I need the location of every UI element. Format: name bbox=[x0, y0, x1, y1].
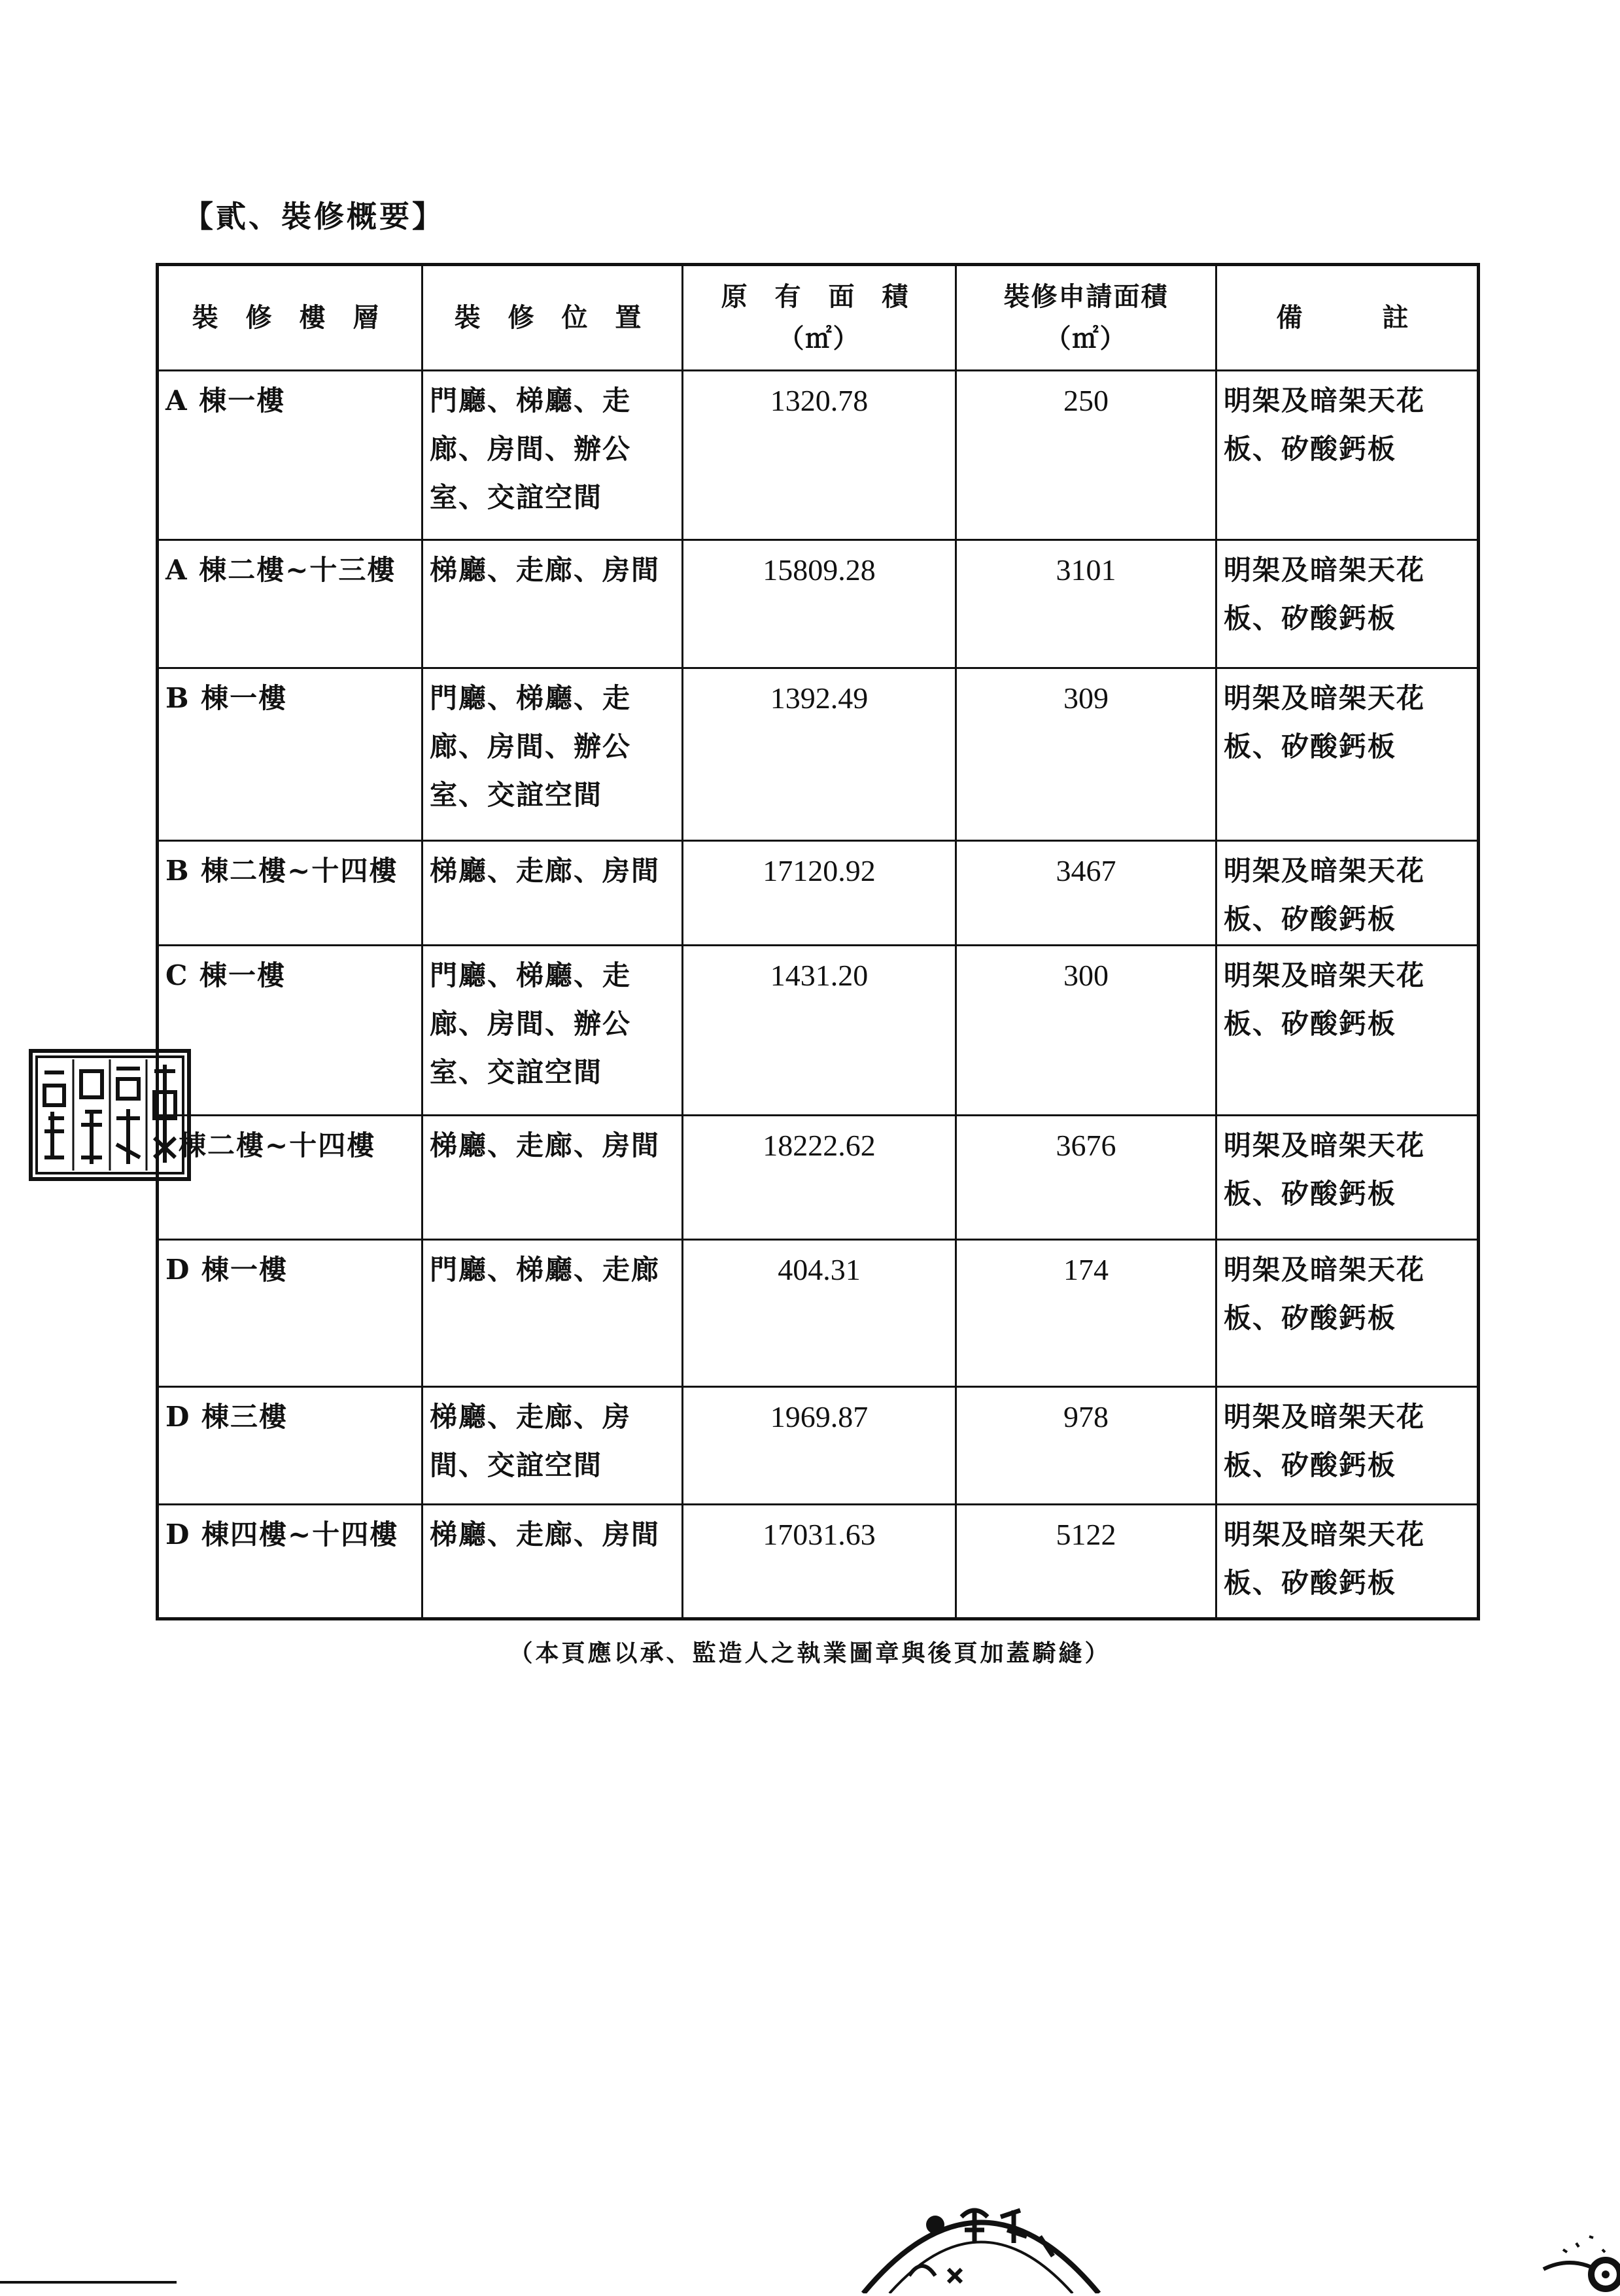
header-original-area: 原 有 面 積 （㎡） bbox=[683, 265, 956, 371]
footnote: （本頁應以承、監造人之執業圖章與後頁加蓋騎縫） bbox=[509, 1639, 1111, 1667]
cell-remarks: 明架及暗架天花板、矽酸鈣板 bbox=[1216, 540, 1479, 668]
cell-applied-area: 978 bbox=[956, 1387, 1216, 1505]
cell-applied-area: 3101 bbox=[956, 540, 1216, 668]
cell-original-area: 404.31 bbox=[683, 1240, 956, 1387]
corner-seal-fragment bbox=[1537, 2223, 1620, 2293]
cell-location: 門廳、梯廳、走廊 bbox=[422, 1240, 683, 1387]
cell-remarks: 明架及暗架天花板、矽酸鈣板 bbox=[1216, 1240, 1479, 1387]
cell-applied-area: 309 bbox=[956, 668, 1216, 841]
cell-floor: B 棟二樓~十四樓 bbox=[158, 841, 422, 946]
cell-location: 梯廳、走廊、房間 bbox=[422, 1116, 683, 1240]
header-location: 裝 修 位 置 bbox=[422, 265, 683, 371]
cell-location: 門廳、梯廳、走廊、房間、辦公室、交誼空間 bbox=[422, 946, 683, 1116]
table-row bbox=[158, 1505, 1479, 1619]
cell-floor: A 棟二樓~十三樓 bbox=[158, 540, 422, 668]
cell-remarks: 明架及暗架天花板、矽酸鈣板 bbox=[1216, 1505, 1479, 1619]
cell-original-area: 15809.28 bbox=[683, 540, 956, 668]
seal-stamp-icon bbox=[33, 1053, 187, 1177]
cell-floor: D 棟一樓 bbox=[158, 1240, 422, 1387]
architect-seal bbox=[29, 1049, 191, 1181]
round-seal-icon bbox=[850, 2178, 1112, 2293]
cell-applied-area: 300 bbox=[956, 946, 1216, 1116]
header-floor: 裝 修 樓 層 bbox=[158, 265, 422, 371]
cell-original-area: 1392.49 bbox=[683, 668, 956, 841]
bottom-left-rule bbox=[0, 2281, 177, 2284]
government-seal bbox=[850, 2178, 1112, 2293]
cell-remarks: 明架及暗架天花板、矽酸鈣板 bbox=[1216, 371, 1479, 540]
cell-applied-area: 5122 bbox=[956, 1505, 1216, 1619]
cell-remarks: 明架及暗架天花板、矽酸鈣板 bbox=[1216, 841, 1479, 946]
table-row bbox=[158, 540, 1479, 668]
cell-remarks: 明架及暗架天花板、矽酸鈣板 bbox=[1216, 1116, 1479, 1240]
header-remarks: 備 註 bbox=[1216, 265, 1479, 371]
cell-remarks: 明架及暗架天花板、矽酸鈣板 bbox=[1216, 1387, 1479, 1505]
table-row bbox=[158, 1387, 1479, 1505]
table-row bbox=[158, 1240, 1479, 1387]
cell-original-area: 17031.63 bbox=[683, 1505, 956, 1619]
table-row bbox=[158, 946, 1479, 1116]
cell-original-area: 17120.92 bbox=[683, 841, 956, 946]
cell-floor: A 棟一樓 bbox=[158, 371, 422, 540]
renovation-summary-table bbox=[156, 263, 1480, 1620]
cell-floor: C 棟一樓 bbox=[158, 946, 422, 1116]
cell-original-area: 1320.78 bbox=[683, 371, 956, 540]
cell-remarks: 明架及暗架天花板、矽酸鈣板 bbox=[1216, 946, 1479, 1116]
cell-floor: D 棟三樓 bbox=[158, 1387, 422, 1505]
cell-applied-area: 3676 bbox=[956, 1116, 1216, 1240]
cell-location: 梯廳、走廊、房間 bbox=[422, 540, 683, 668]
cell-applied-area: 174 bbox=[956, 1240, 1216, 1387]
cell-location: 梯廳、走廊、房間 bbox=[422, 841, 683, 946]
cell-original-area: 1431.20 bbox=[683, 946, 956, 1116]
cell-applied-area: 250 bbox=[956, 371, 1216, 540]
cell-location: 門廳、梯廳、走廊、房間、辦公室、交誼空間 bbox=[422, 371, 683, 540]
seal-fragment-icon bbox=[1537, 2223, 1620, 2293]
cell-location: 門廳、梯廳、走廊、房間、辦公室、交誼空間 bbox=[422, 668, 683, 841]
cell-remarks: 明架及暗架天花板、矽酸鈣板 bbox=[1216, 668, 1479, 841]
cell-applied-area: 3467 bbox=[956, 841, 1216, 946]
table-row bbox=[158, 1116, 1479, 1240]
table-row bbox=[158, 668, 1479, 841]
cell-floor: 棟二樓~十四樓 bbox=[158, 1116, 422, 1240]
cell-original-area: 18222.62 bbox=[683, 1116, 956, 1240]
cell-floor: B 棟一樓 bbox=[158, 668, 422, 841]
header-applied-area: 裝修申請面積 （㎡） bbox=[956, 265, 1216, 371]
section-title: 【貳、裝修概要】 bbox=[183, 199, 445, 234]
cell-original-area: 1969.87 bbox=[683, 1387, 956, 1505]
cell-floor: D 棟四樓~十四樓 bbox=[158, 1505, 422, 1619]
table-header-row bbox=[158, 265, 1479, 371]
table-row bbox=[158, 841, 1479, 946]
cell-location: 梯廳、走廊、房間、交誼空間 bbox=[422, 1387, 683, 1505]
cell-location: 梯廳、走廊、房間 bbox=[422, 1505, 683, 1619]
table-row bbox=[158, 371, 1479, 540]
